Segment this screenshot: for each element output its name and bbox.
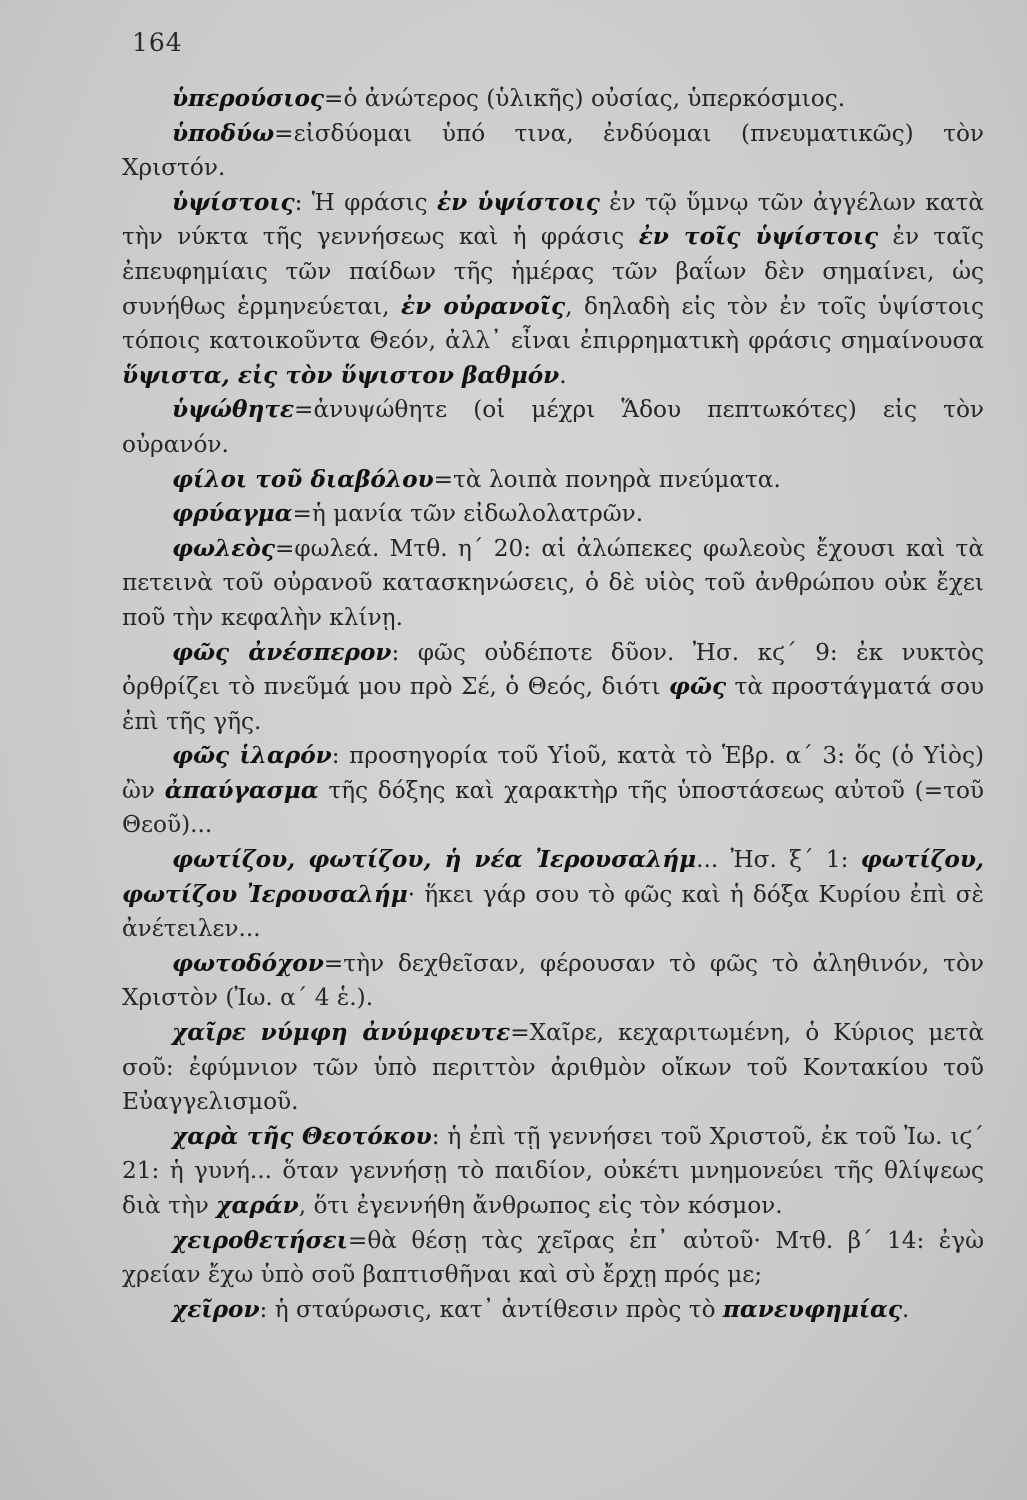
glossary-entry [122, 497, 984, 532]
entry-text: ἐν τῷ ὕμνῳ τῶν ἀγγέλων κατὰ τὴν νύκτα τῆς γεννήσεως καὶ ἡ φράσις [122, 188, 984, 251]
emphasized-phrase: πανευφημίας [722, 1295, 903, 1323]
entry-headword: φωτοδόχον [172, 949, 324, 977]
entry-text: ἐν ταῖς ἐπευφημίαις τῶν παίδων τῆς ἡμέρας τῶν βαΐων δὲν σημαίνει, ὡς συνήθως ἑρμηνεύεται, [122, 223, 984, 320]
glossary-entry [122, 636, 984, 740]
entry-headword: χαῖρε νύμφη ἀνύμφευτε [172, 1019, 511, 1047]
entry-text: : προσηγορία τοῦ Υἱοῦ, κατὰ τὸ Ἑβρ. α΄ 3: ὅς (ὁ Υἱὸς) ὢν [122, 742, 984, 804]
emphasized-phrase: ἀπαύγασμα [164, 776, 319, 804]
entry-headword: χειροθετήσει [172, 1226, 348, 1254]
glossary-entry [122, 393, 984, 462]
page-number: 164 [132, 28, 183, 57]
entry-headword: χεῖρον [172, 1295, 260, 1323]
entry-headword: φρύαγμα [172, 500, 293, 528]
entry-headword: ὑψώθητε [172, 396, 295, 424]
entry-text: : Ἡ φράσις [294, 188, 437, 216]
entry-headword: φῶς ἱλαρόν [172, 742, 332, 770]
entry-text: =θὰ θέσῃ τὰς χεῖρας ἐπ᾿ αὐτοῦ· Μτθ. β΄ 14: ἐγὼ χρείαν ἔχω ὑπὸ σοῦ βαπτισθῆναι καὶ σὺ ἔρχῃ πρός με; [122, 1226, 984, 1289]
entry-headword: φωτίζου, φωτίζου, ἡ νέα Ἰερουσαλήμ [172, 846, 697, 874]
entry-headword: ὑποδύω [172, 119, 275, 147]
entry-text: τῆς δόξης καὶ χαρακτὴρ τῆς ὑποστάσεως αὐτοῦ (=τοῦ Θεοῦ)... [122, 776, 985, 839]
entry-text: · ἥκει γάρ σου τὸ φῶς καὶ ἡ δόξα Κυρίου ἐπὶ σὲ ἀνέτειλεν... [122, 880, 984, 943]
entry-headword: φίλοι τοῦ διαβόλου [172, 465, 434, 493]
glossary-entry [122, 739, 984, 843]
emphasized-phrase: ὕψιστα, εἰς τὸν ὕψιστον βαθμόν [122, 361, 560, 389]
entry-text: , δηλαδὴ εἰς τὸν ἐν τοῖς ὑψίστοις τόποις κατοικοῦντα Θεόν, ἀλλ᾿ εἶναι ἐπιρρηματικὴ φράσις σημαίνουσα [122, 292, 984, 355]
entry-text: =ἀνυψώθητε (οἱ μέχρι Ἅδου πεπτωκότες) εἰς τὸν οὐρανόν. [122, 396, 984, 458]
glossary-entry [122, 843, 984, 947]
entry-text: . [902, 1295, 910, 1323]
emphasized-phrase: ἐν τοῖς ὑψίστοις [638, 223, 879, 251]
entry-headword: χαρὰ τῆς Θεοτόκου [172, 1122, 432, 1150]
entry-text: : φῶς οὐδέποτε δῦον. Ἠσ. κϛ΄ 9: ἐκ νυκτὸς ὀρθρίζει τὸ πνεῦμά μου πρὸ Σέ, ὁ Θεός, διότι [122, 638, 984, 701]
glossary-entry [122, 1120, 984, 1224]
glossary-entry [122, 82, 984, 117]
entry-text: ... Ἠσ. ξ΄ 1: [696, 846, 861, 874]
entry-text: =τὰ λοιπὰ πονηρὰ πνεύματα. [433, 465, 781, 493]
emphasized-phrase: φῶς [668, 673, 727, 701]
entry-text: , ὅτι ἐγεννήθη ἄνθρωπος εἰς τὸν κόσμον. [298, 1192, 783, 1219]
entry-text: : ἡ σταύρωσις, κατ᾿ ἀντίθεσιν πρὸς τὸ [259, 1295, 723, 1323]
entry-headword: ὑψίστοις [172, 188, 295, 216]
entry-text: =Χαῖρε, κεχαριτωμένη, ὁ Κύριος μετὰ σοῦ: ἐφύμνιον τῶν ὑπὸ περιττὸν ἀριθμὸν οἴκων τοῦ Κοντακίου τοῦ Εὐαγγελισμοῦ. [122, 1019, 984, 1116]
emphasized-phrase: ἐν οὐρανοῖς [400, 292, 566, 320]
glossary-entry [122, 532, 984, 636]
emphasized-phrase: χαράν [216, 1192, 299, 1219]
glossary-entry [122, 947, 984, 1016]
entry-text: =ἡ μανία τῶν εἰδωλολατρῶν. [292, 500, 644, 528]
entry-text: τὰ προστάγματά σου ἐπὶ τῆς γῆς. [122, 673, 985, 735]
emphasized-phrase: φωτίζου, φωτίζου Ἰερουσαλήμ [122, 846, 984, 908]
entry-text: : ἡ ἐπὶ τῇ γεννήσει τοῦ Χριστοῦ, ἐκ τοῦ Ἰω. ιϛ΄ 21: ἡ γυνή... ὅταν γεννήσῃ τὸ παιδίον, οὐκέτι μνημονεύει τῆς θλίψεως διὰ τὴν [122, 1122, 984, 1219]
entry-text: =εἰσδύομαι ὑπό τινα, ἐνδύομαι (πνευματικῶς) τὸν Χριστόν. [122, 119, 984, 182]
entry-headword: φῶς ἀνέσπερον [172, 638, 392, 666]
entry-text: =τὴν δεχθεῖσαν, φέρουσαν τὸ φῶς τὸ ἀληθινόν, τὸν Χριστὸν (Ἰω. α΄ 4 ἑ.). [122, 949, 984, 1012]
glossary-entry [122, 1293, 984, 1328]
entry-text: =ὁ ἀνώτερος (ὑλικῆς) οὐσίας, ὑπερκόσμιος. [324, 85, 846, 112]
glossary-entries [122, 82, 984, 1327]
entry-text: . [559, 361, 567, 389]
glossary-entry [122, 117, 984, 186]
glossary-entry [122, 463, 984, 498]
entry-text: =φωλεά. Μτθ. η΄ 20: αἱ ἀλώπεκες φωλεοὺς ἔχουσι καὶ τὰ πετεινὰ τοῦ οὐρανοῦ κατασκηνώσεις, ὁ δὲ υἱὸς τοῦ ἀνθρώπου οὐκ ἔχει ποῦ τὴν κεφαλὴν κλίνῃ. [122, 534, 984, 631]
glossary-entry [122, 1016, 984, 1120]
glossary-entry [122, 186, 984, 394]
entry-headword: φωλεὸς [172, 534, 275, 562]
entry-headword: ὑπερούσιος [172, 85, 325, 112]
glossary-entry [122, 1224, 984, 1293]
emphasized-phrase: ἐν ὑψίστοις [436, 188, 600, 216]
